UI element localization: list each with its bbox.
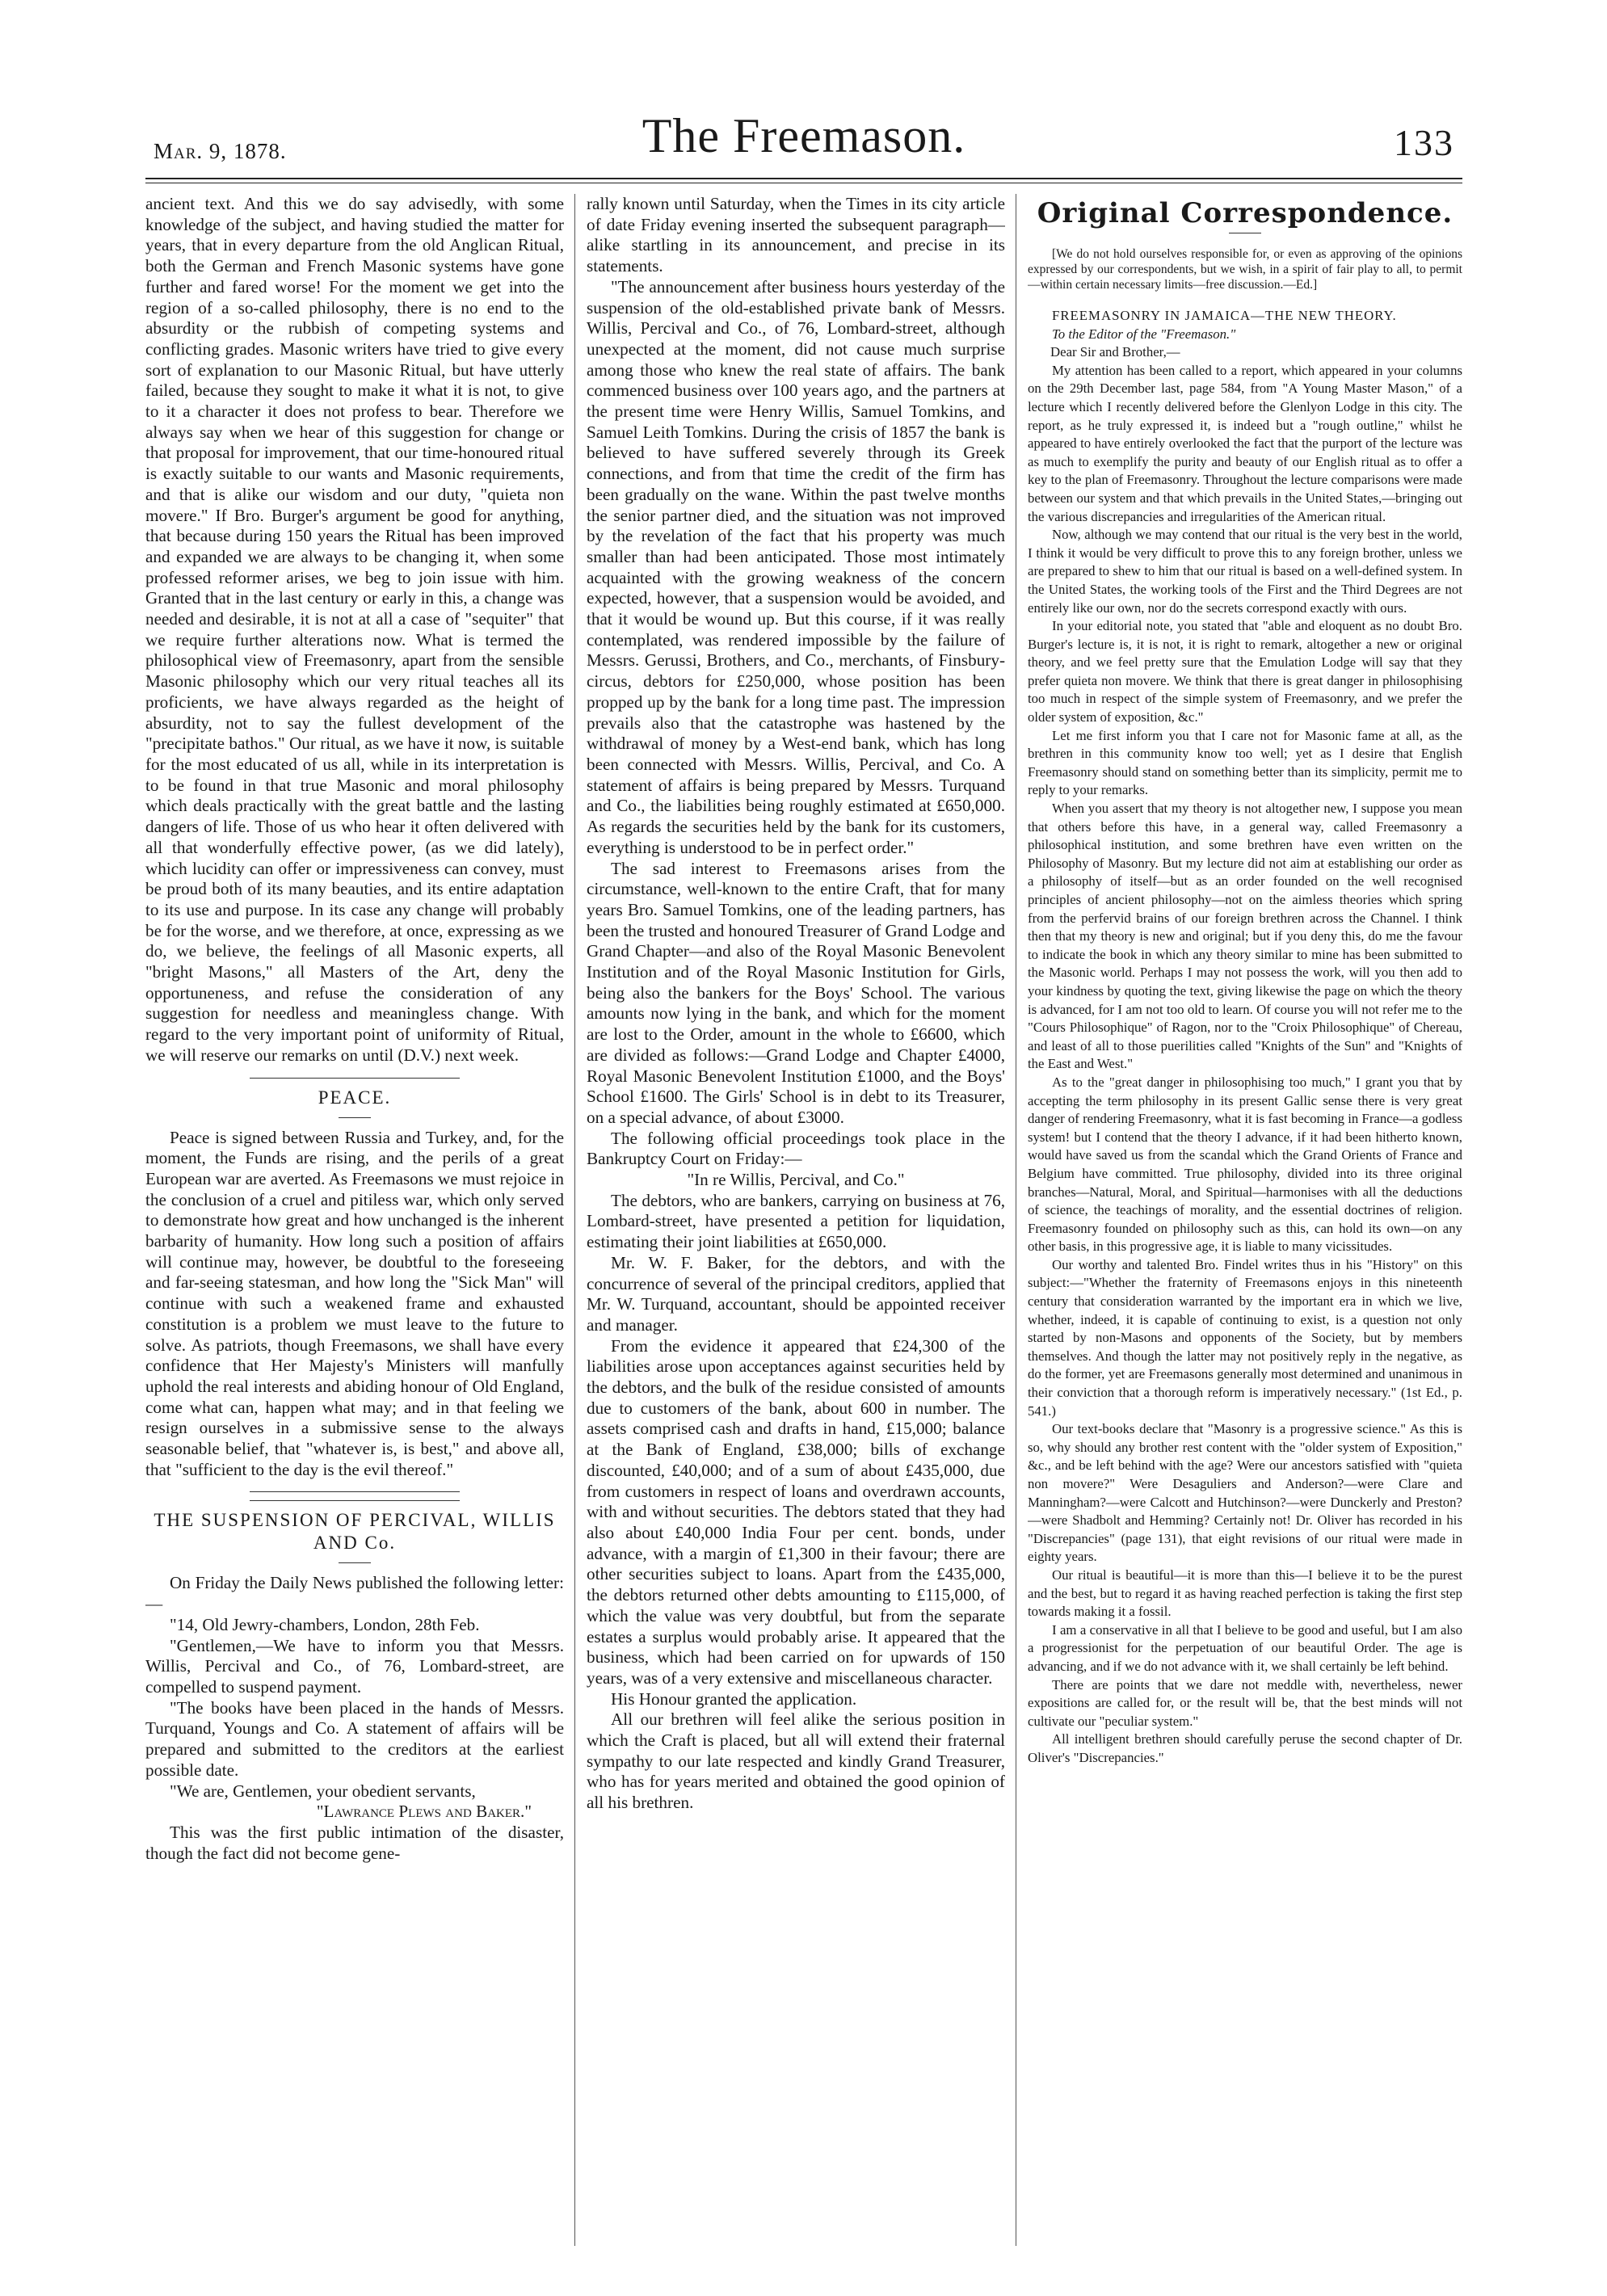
letter-line: "14, Old Jewry-chambers, London, 28th Feb. (170, 1614, 480, 1634)
article-paragraph: His Honour granted the application. (611, 1688, 857, 1709)
case-title: "In re Willis, Percival, and Co." (687, 1170, 905, 1190)
newspaper-page (145, 109, 1462, 2246)
section-divider (250, 1491, 460, 1492)
section-divider (250, 1078, 460, 1079)
suspension-heading: THE SUSPENSION OF PERCIVAL, WILLIS AND Co. (154, 1510, 556, 1554)
heading-dash (339, 1117, 371, 1118)
letter-paragraph: Our worthy and talented Bro. Findel writes thus in his "History" on this subject:—"Whether the fraternity of Freemasons enjoys in this nineteenth century that consideration warranted by the important era in which we live, whether, indeed, it is capable of continuing to exist, is a question not only started by non-Masons and opponents of the Society, but by members themselves. And though the latter may not positively reply in the negative, as do the former, yet are Freemasons generally most determined and unanimous in their conviction that a thorough reform is imperatively necessary." (1st Ed., p. 541.) (1028, 1256, 1462, 1419)
letter-paragraph: I am a conservative in all that I believe to be good and useful, but I am also a progressionist for the perpetuation of our beautiful Order. The age is advancing, and if we do not advance with it, we shall certainly be left behind. (1028, 1621, 1462, 1674)
column-2 (587, 194, 1005, 2246)
article-paragraph: On Friday the Daily News published the following letter:— (145, 1573, 564, 1614)
article-paragraph: Peace is signed between Russia and Turkey, and, for the moment, the Funds are rising, and the perils of a great European war are averted. As Freemasons we must rejoice in the conclusion of a cruel and pitiless war, which only served to demonstrate how great and how unchanged is the inherent barbarity of humanity. How long such a position of affairs will continue may, however, be doubtful to the foreseeing and far-seeing statesman, and how long the "Sick Man" will continue with such a weakened frame and exhausted constitution is a problem we must leave to the future to solve. As patriots, though Freemasons, we shall have every confidence that Her Majesty's Ministers will manfully uphold the real interests and abiding honour of Old England, come what can, happen what may; and in that feeling we resign ourselves in a submissive sense to the always seasonable belief, that "whatever is, is best," and above all, that "sufficient to the day is the evil thereof." (145, 1127, 564, 1479)
letter-paragraph: Now, although we may contend that our ritual is the very best in the world, I think it would be very difficult to prove this to any foreign brother, unless we are prepared to shew to him that our ritual is based on a well-defined system. In the United States, the working tools of the First and the Third Degrees are not entirely like our own, nor do the secrets correspond exactly with ours. (1028, 527, 1462, 616)
article-paragraph: From the evidence it appeared that £24,300 of the liabilities arose upon acceptances against securities held by the debtors, and the bulk of the residue consisted of amounts due to customers of the bank, about 600 in number. The assets comprised cash and drafts in hand, £15,000; balance at the Bank of England, £38,000; bills of exchange discounted, £40,000; and of a sum of about £435,000, due from customers in respect of loans and overdrawn accounts, with and without securities. The debtors stated that they had also about £40,000 India Four per cent. bonds, under advance, with a margin of £1,300 in their favour; there are other securities subject to loans. Apart from the £435,000, the debtors returned other debts amounting to £115,000, of which the value was very doubtful, but from the separate estates a surplus would probably arise. It appeared that the business, which had been carried on for upwards of 150 years, was of a very extensive and miscellaneous character. (587, 1335, 1005, 1688)
article-paragraph: The following official proceedings took place in the Bankruptcy Court on Friday:— (587, 1128, 1005, 1169)
page-number: 133 (1394, 122, 1454, 163)
letter-paragraph: There are points that we dare not meddle with, nevertheless, newer expositions are called for, or the result will be, that the best minds will not cultivate our "peculiar system." (1028, 1676, 1462, 1729)
article-paragraph: All our brethren will feel alike the serious position in which the Craft is placed, but all will extend their fraternal sympathy to our late respected and kindly Grand Treasurer, who has for years merited and obtained the good opinion of all his brethren. (587, 1709, 1005, 1813)
letter-paragraph: All intelligent brethren should carefully peruse the second chapter of Dr. Oliver's "Discrepancies." (1028, 1731, 1462, 1765)
section-divider (250, 1500, 460, 1501)
article-paragraph: rally known until Saturday, when the Times in its city article of date Friday evening inserted the subsequent paragraph—alike startling in its announcement, and precise in its statements. (587, 194, 1005, 276)
letter-paragraph: When you assert that my theory is not altogether new, I suppose you mean that others before this have, in a general way, called Freemasonry a philosophical institution, and some brethren have even written on the Philosophy of Masonry. But my lecture did not aim at establishing our order as a philosophy of itself—but as an order founded on the well recognised principles of ancient philosophy—not on the aimless theories which spring from the perfervid brains of our foreign brethren across the Channel. I think then that my theory is new and original; but if you deny this, do me the favour to indicate the book in which any theory similar to mine has been submitted to the Masonic world. Perhaps I may not possess the work, will you then add to your kindness by quoting the text, giving likewise the page on which the theory is advanced, for I am not too old to learn. Of course you will not refer me to the "Cours Philosophique" of Ragon, nor to the "Croix Philosophique" of Chereau, and least of all to those puerilities called "Knights of the Sun" and "Knights of the East and West." (1028, 801, 1462, 1072)
article-paragraph: The sad interest to Freemasons arises from the circumstance, well-known to the entire Craft, that for many years Bro. Samuel Tomkins, one of the leading partners, has been the trusted and honoured Treasurer of Grand Lodge and Grand Chapter—and also of the Royal Masonic Benevolent Institution and of the Royal Masonic Institution for Girls, being also the bankers for the Boys' School. The various amounts now lying in the bank, and which for the moment are lost to the Order, amount in the whole to £6600, which are divided as follows:—Grand Lodge and Chapter £4000, Royal Masonic Benevolent Institution £1000, and the Boys' School £1600. The Girls' School is in debt to its Treasurer, on a special advance, of about £3000. (587, 858, 1005, 1127)
letter-line: "We are, Gentlemen, your obedient servants, (170, 1781, 476, 1801)
letter-paragraph: Our text-books declare that "Masonry is a progressive science." As this is so, why should any brother rest content with the "older system of Exposition," &c., and be left behind with the age? Were our ancestors satisfied with "quieta non movere?" Were Desaguliers and Anderson?—were Clare and Manningham?—were Calcott and Hutchinson?—were Dunckerly and Preston?—were Shadbolt and Hemming? Certainly not! Dr. Oliver has recorded in his "Discrepancies" (page 131), that eight revisions of our ritual were made in eighty years. (1028, 1421, 1462, 1565)
article-paragraph: "The announcement after business hours yesterday of the suspension of the old-established private bank of Messrs. Willis, Percival and Co., of 76, Lombard-street, although unexpected at the moment, did not cause much surprise among those who knew the real state of affairs. The bank commenced business over 100 years ago, and the partners at the present time were Henry Willis, Samuel Tomkins, and Samuel Leith Tomkins. During the crisis of 1857 the bank is believed to have suffered severely through its Greek connections, and from that time the credit of the firm has been gradually on the wane. Within the past twelve months the senior partner died, and the situation was not improved by the revelation of the fact that his property was much smaller than had been anticipated. Those most intimately acquainted with the growing weakness of the concern expected, however, that a suspension would be avoided, and that it would be wound up. But this course, if it was really contemplated, was rendered impossible by the failure of Messrs. Gerussi, Brothers, and Co., merchants, of Finsbury-circus, debtors for £250,000, whose position has been propped up by the bank for a long time past. The impression prevails also that the catastrophe was hastened by the withdrawal of money by a West-end bank, which has long been connected with Messrs. Willis, Percival, and Co. A statement of affairs is being prepared by Messrs. Turquand and Co., the liabilities being roughly estimated at £650,000. As regards the securities held by the bank for its customers, everything is understood to be in perfect order." (587, 276, 1005, 857)
letter-line: "The books have been placed in the hands of Messrs. Turquand, Youngs and Co. A statement of affairs will be prepared and submitted to the creditors at the earliest possible date. (145, 1697, 564, 1780)
article-paragraph: The debtors, who are bankers, carrying on business at 76, Lombard-street, have presented a petition for liquidation, estimating their joint liabilities at £650,000. (587, 1190, 1005, 1252)
to-editor-line: To the Editor of the "Freemason." (1052, 326, 1236, 342)
article-paragraph: ancient text. And this we do say advisedly, with some knowledge of the subject, and having studied the matter for years, that in every departure from the old Anglican Ritual, both the German and French Masonic systems have gone further and fared worse! For the moment we get into the region of a so-called philosophy, there is no end to the absurdity or the rubbish of competing systems and conflicting grades. Masonic writers have tried to give every sort of explanation to our Masonic Ritual, but have utterly failed, because they sought to make it what it is not, to give to it a character it does not profess to bear. Therefore we always say when we hear of this suggestion for change or that proposal for improvement, that our time-honoured ritual is exactly suitable to our wants and Masonic requirements, and that is alike our wisdom and our duty, "quieta non movere." If Bro. Burger's argument be good for anything, that because during 150 years the Ritual has been improved and expanded we are always to be changing it, when some professed reformer arises, we beg to join issue with him. Granted that in the last century or early in this, a change was needed and desirable, it is not at all a case of "sequiter" that we require further alterations now. What is termed the philosophical view of Freemasonry, apart from the sensible Masonic philosophy which our very ritual teaches all its proficients, we have always regarded as the height of absurdity, not to say the fullest development of the "precipitate bathos." Our ritual, as we have it now, is suitable for the most educated of us all, while in its interpretation is to be found in that true Masonic and moral philosophy which deals practically with the great battle and the lasting dangers of life. Those of us who hear it often delivered with all that wonderfully effective power, (as we did lately), which lucidity can offer or impressiveness can convey, must be proud both of its many beauties, and its entire adaptation to its use and purpose. In its case any change will probably be for the worse, and we therefore, at once, expressing as we do, we believe, the feelings of all Masonic experts, all "bright Masons," all Masters of the Art, deny the opportuneness, and refuse the consideration of any suggestion for needless and meaningless change. With regard to the very important point of uniformity of Ritual, we will reserve our remarks on until (D.V.) next week. (145, 194, 564, 1065)
letter-title: FREEMASONRY IN JAMAICA—THE NEW THEORY. (1052, 308, 1397, 323)
heading-dash (339, 1562, 371, 1563)
column-3 (1028, 194, 1462, 2246)
letter-paragraph: My attention has been called to a report, which appeared in your columns on the 29th December last, page 584, from "A Young Master Mason," of a lecture which I recently delivered before the Glenlyon Lodge in this city. The report, as he truly expressed it, is indeed but a "rough outline," whilst he appeared to have entirely overlooked the fact that the purport of the lecture was as much to exemplify the purity and beauty of our English ritual as to offer a key to the plan of Freemasonry. Throughout the lecture comparisons were made between our system and that which prevails in the United States,—bringing out the various discrepancies and irregularities of the American ritual. (1028, 362, 1462, 524)
correspondence-heading: Original Correspondence. (1037, 197, 1453, 229)
newspaper-title: The Freemason. (642, 109, 966, 162)
column-1 (145, 194, 564, 2246)
letter-line: "Gentlemen,—We have to inform you that Messrs. Willis, Percival and Co., of 76, Lombard-street, are compelled to suspend payment. (145, 1635, 564, 1697)
letter-paragraph: In your editorial note, you stated that "able and eloquent as no doubt Bro. Burger's lecture is, it is not, it is right to remark, altogether a new or original theory, and we feel pretty sure that the Emulation Lodge will say that they prefer quieta non movere. We think that there is great danger in philosophising too much in respect of the simple system of Freemasonry, and we prefer the older system of exposition, &c." (1028, 618, 1462, 725)
salutation: Dear Sir and Brother,— (1050, 344, 1180, 360)
letter-signature: "Lawrance Plews and Baker." (316, 1802, 532, 1822)
issue-date: Mar. 9, 1878. (154, 139, 287, 163)
letter-paragraph: Let me first inform you that I care not for Masonic fame at all, as the brethren in this community know too well; yet as I desire that English Freemasonry should stand on something better than its simplicity, permit me to reply to your remarks. (1028, 727, 1462, 798)
editor-disclaimer: [We do not hold ourselves responsible for, or even as approving of the opinions expressed by our correspondents, but we wish, in a spirit of fair play to all, to permit—within certain necessary limits—free discussion.—Ed.] (1028, 247, 1462, 292)
article-paragraph: Mr. W. F. Baker, for the debtors, and with the concurrence of several of the principal creditors, applied that Mr. W. Turquand, accountant, should be appointed receiver and manager. (587, 1252, 1005, 1335)
article-paragraph: This was the first public intimation of the disaster, though the fact did not become gene- (145, 1822, 564, 1863)
masthead-rule (145, 178, 1462, 183)
letter-paragraph: Our ritual is beautiful—it is more than this—I believe it to be the purest and the best, but to regard it as having reached perfection is taking the first step towards making it a fossil. (1028, 1566, 1462, 1620)
letter-paragraph: As to the "great danger in philosophising too much," I grant you that by accepting the term philosophy in its present Gallic sense there is very great danger of rendering Freemasonry, what it is fast becoming in France—a godless system! but I contend that the theory I advance, if it had been hitherto known, would have saved us from the scandal which the Grand Orients of France and Belgium have committed. True philosophy, divided into its three original branches—Natural, Moral, and Spiritual—harmonises with all the deductions of science, the teachings of morality, and the essential doctrines of religion. Freemasonry founded on philosophy such as this, can hold its own—on any other basis, in this progressive age, it is liable to many vicissitudes. (1028, 1074, 1462, 1255)
peace-heading: PEACE. (318, 1087, 392, 1108)
masthead (145, 109, 1462, 183)
